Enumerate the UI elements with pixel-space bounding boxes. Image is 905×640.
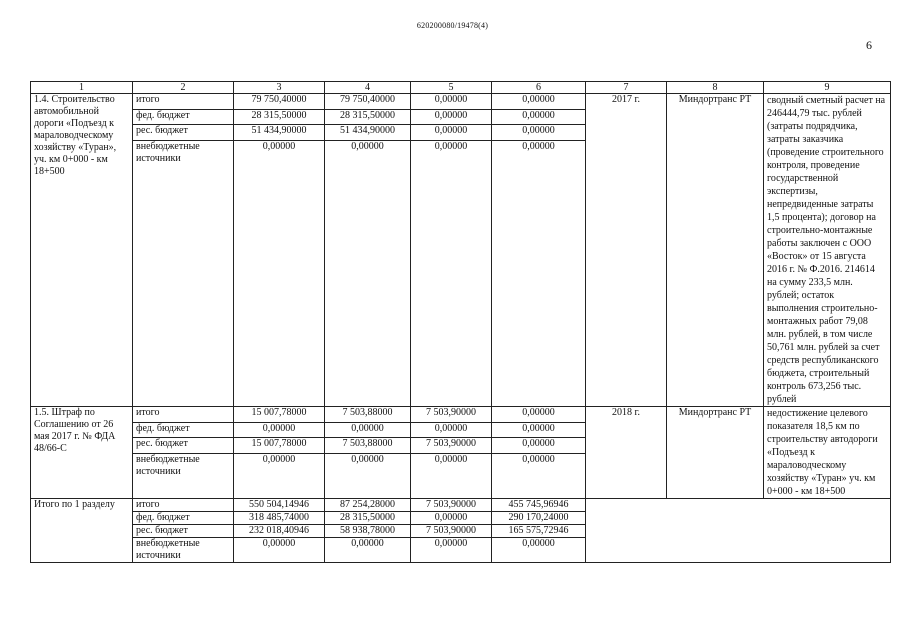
row-label: внебюджетные источники [133, 140, 234, 406]
cell-value: 232 018,40946 [234, 525, 325, 538]
executor-cell: Миндортранс РТ [667, 407, 764, 499]
cell-value: 290 170,24000 [492, 512, 586, 525]
executor-cell: Миндортранс РТ [667, 94, 764, 407]
row-label: фед. бюджет [133, 422, 234, 438]
cell-value: 58 938,78000 [325, 525, 411, 538]
section-title: 1.5. Штраф по Соглашению от 26 мая 2017 г. № ФДА 48/66-С [31, 407, 133, 499]
cell-value: 7 503,90000 [411, 525, 492, 538]
row-label: итого [133, 94, 234, 110]
cell-value: 15 007,78000 [234, 407, 325, 423]
year-cell: 2018 г. [586, 407, 667, 499]
cell-value: 318 485,74000 [234, 512, 325, 525]
cell-value: 15 007,78000 [234, 438, 325, 454]
cell-value: 0,00000 [492, 438, 586, 454]
row-label: итого [133, 407, 234, 423]
row-label: внебюджетные источники [133, 538, 234, 563]
cell-value: 165 575,72946 [492, 525, 586, 538]
cell-value: 7 503,90000 [411, 407, 492, 423]
cell-value: 0,00000 [411, 125, 492, 141]
column-header: 6 [492, 82, 586, 94]
cell-value: 0,00000 [492, 422, 586, 438]
page-number: 6 [866, 38, 872, 52]
year-cell: 2017 г. [586, 94, 667, 407]
cell-value: 0,00000 [234, 454, 325, 499]
section-title: Итого по 1 разделу [31, 499, 133, 563]
column-header: 8 [667, 82, 764, 94]
row-label: рес. бюджет [133, 525, 234, 538]
section-title: 1.4. Строительство автомобильной дороги «Подъезд к мараловодческому хозяйству «Туран», уч. км 0+000 - км 18+500 [31, 94, 133, 407]
cell-value: 7 503,88000 [325, 407, 411, 423]
financing-table [30, 81, 891, 563]
cell-value: 0,00000 [411, 140, 492, 406]
column-header: 3 [234, 82, 325, 94]
note-cell: сводный сметный расчет на 246444,79 тыс. рублей (затраты подрядчика, затраты заказчика (проведение строительного контроля, проведение государственной экспертизы, непредвиденные затраты 1,5 процента); договор на строительно-монтажные работы заключен с ООО «Восток» от 15 августа 2016 г. № Ф.2016. 214614 на сумму 233,5 млн. рублей; остаток выполнения строительно-монтажных работ 79,08 млн. рублей, в том числе 50,761 млн. рублей за счет средств республиканского бюджета, строительный контроль 673,256 тыс. рублей [764, 94, 891, 407]
column-header: 5 [411, 82, 492, 94]
column-header: 7 [586, 82, 667, 94]
empty-cell [586, 499, 891, 563]
cell-value: 0,00000 [234, 422, 325, 438]
table-row [31, 94, 891, 110]
cell-value: 0,00000 [325, 454, 411, 499]
cell-value: 0,00000 [492, 538, 586, 563]
note-cell: недостижение целевого показателя 18,5 км по строительству автодороги «Подъезд к мараловодческому хозяйству «Туран» уч. км 0+000 - км 18+500 [764, 407, 891, 499]
cell-value: 7 503,90000 [411, 438, 492, 454]
column-header-row [31, 82, 891, 94]
cell-value: 0,00000 [325, 422, 411, 438]
cell-value: 0,00000 [411, 538, 492, 563]
row-label: фед. бюджет [133, 512, 234, 525]
column-header: 1 [31, 82, 133, 94]
cell-value: 51 434,90000 [234, 125, 325, 141]
cell-value: 51 434,90000 [325, 125, 411, 141]
cell-value: 0,00000 [492, 94, 586, 110]
cell-value: 0,00000 [325, 538, 411, 563]
cell-value: 0,00000 [492, 109, 586, 125]
cell-value: 7 503,88000 [325, 438, 411, 454]
cell-value: 79 750,40000 [234, 94, 325, 110]
cell-value: 0,00000 [411, 109, 492, 125]
row-label: итого [133, 499, 234, 512]
cell-value: 28 315,50000 [325, 109, 411, 125]
cell-value: 0,00000 [234, 140, 325, 406]
cell-value: 0,00000 [325, 140, 411, 406]
row-label: рес. бюджет [133, 438, 234, 454]
cell-value: 28 315,50000 [234, 109, 325, 125]
column-header: 4 [325, 82, 411, 94]
cell-value: 87 254,28000 [325, 499, 411, 512]
row-label: фед. бюджет [133, 109, 234, 125]
cell-value: 0,00000 [492, 140, 586, 406]
cell-value: 455 745,96946 [492, 499, 586, 512]
document-id: 620200080/19478(4) [416, 21, 489, 30]
cell-value: 0,00000 [411, 454, 492, 499]
cell-value: 0,00000 [492, 454, 586, 499]
row-label: рес. бюджет [133, 125, 234, 141]
cell-value: 0,00000 [492, 407, 586, 423]
table-row [31, 407, 891, 423]
cell-value: 0,00000 [411, 512, 492, 525]
cell-value: 0,00000 [234, 538, 325, 563]
row-label: внебюджетные источники [133, 454, 234, 499]
cell-value: 28 315,50000 [325, 512, 411, 525]
column-header: 2 [133, 82, 234, 94]
table-row [31, 499, 891, 512]
cell-value: 0,00000 [411, 422, 492, 438]
cell-value: 79 750,40000 [325, 94, 411, 110]
cell-value: 7 503,90000 [411, 499, 492, 512]
cell-value: 550 504,14946 [234, 499, 325, 512]
cell-value: 0,00000 [411, 94, 492, 110]
cell-value: 0,00000 [492, 125, 586, 141]
column-header: 9 [764, 82, 891, 94]
